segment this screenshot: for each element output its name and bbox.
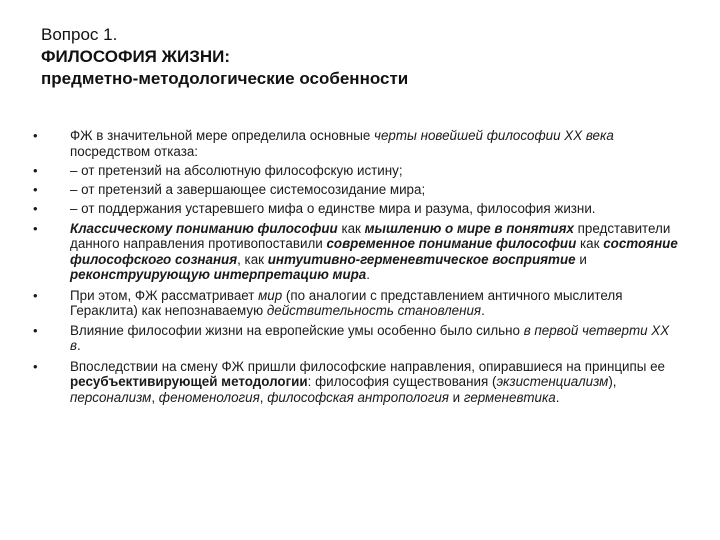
text-segment: , (151, 389, 159, 405)
text-segment: реконструирующую интерпретацию мира (70, 267, 367, 282)
bullet-marker: • (33, 163, 38, 178)
slide-subtitle: предметно-методологические особенности (41, 69, 409, 88)
bullet-text (70, 359, 680, 406)
bullet-marker: • (33, 128, 38, 143)
text-segment: философская антропология (267, 389, 449, 405)
slide-heading (41, 24, 681, 90)
bullet-marker: • (33, 287, 38, 303)
bullet-text (70, 323, 680, 354)
bullet-text (70, 288, 680, 319)
bullet-item (33, 182, 693, 198)
bullet-text (70, 201, 680, 217)
text-segment: ), (608, 374, 617, 389)
text-segment: представители данного направления противопоставили (70, 220, 671, 251)
bullet-item (33, 221, 693, 283)
text-segment: . (555, 389, 560, 405)
text-segment: (по аналогии с представлением античного мыслителя Гераклита) как непознаваемую (70, 287, 623, 318)
text-segment: ресубъективирующей методологии (70, 374, 308, 389)
text-segment: современное понимание философии (326, 236, 577, 251)
text-segment: Влияние философии жизни на европейские умы особенно было сильно (70, 322, 524, 338)
bullet-text (70, 128, 680, 159)
bullet-text (70, 163, 680, 179)
text-segment: – от поддержания устаревшего мифа о единстве мира и разума, философия жизни. (70, 201, 596, 216)
text-segment: герменевтика (463, 389, 556, 405)
bullet-text (70, 182, 680, 198)
bullet-marker: • (33, 181, 38, 197)
text-segment: , (259, 389, 268, 405)
bullet-item (33, 128, 693, 159)
text-segment: мир (258, 287, 283, 303)
question-number: Вопрос 1. (41, 25, 118, 44)
text-segment: черты новейшей философии XX века (374, 128, 614, 143)
bullet-list (33, 128, 693, 405)
text-segment: интуитивно-герменевтическое восприятие (267, 251, 576, 267)
slide-title: ФИЛОСОФИЯ ЖИЗНИ: (41, 47, 231, 66)
bullet-item (33, 359, 693, 406)
text-segment: в первой четверти XX в (70, 322, 670, 353)
text-segment: ФЖ в значительной мере определила основные (70, 128, 375, 143)
bullet-item (33, 323, 693, 354)
text-segment: – от претензий а завершающее системосозидание мира; (70, 181, 426, 197)
text-segment: как (337, 220, 365, 236)
text-segment: и (448, 389, 464, 405)
text-segment: Классическому пониманию философии (70, 220, 338, 236)
text-segment: как (576, 236, 604, 251)
text-segment: При этом, ФЖ рассматривает (70, 287, 259, 303)
bullet-item (33, 201, 693, 217)
bullet-item (33, 163, 693, 179)
bullet-marker: • (33, 358, 38, 374)
text-segment: действительность становления (266, 303, 482, 318)
text-segment: . (366, 267, 370, 282)
bullet-item (33, 288, 693, 319)
text-segment: посредством отказа: (70, 143, 199, 159)
text-segment: , как (237, 251, 268, 267)
bullet-marker: • (33, 220, 38, 236)
bullet-text (70, 221, 680, 283)
bullet-marker: • (33, 322, 38, 338)
text-segment: персонализм (70, 389, 152, 405)
text-segment: феноменология (158, 389, 260, 405)
bullet-marker: • (33, 201, 38, 216)
text-segment: . (481, 303, 485, 318)
text-segment: Впоследствии на смену ФЖ пришли философские направления, опиравшиеся на принципы ее (70, 358, 665, 374)
text-segment: мышлению о мире в понятиях (364, 220, 574, 236)
text-segment: и (575, 251, 587, 267)
text-segment: экзистенциализм (496, 374, 609, 389)
text-segment: . (77, 338, 81, 353)
text-segment: : философия существования ( (307, 374, 497, 389)
text-segment: состояние философского сознания (70, 236, 678, 267)
text-segment: – от претензий на абсолютную философскую истину; (70, 163, 403, 178)
